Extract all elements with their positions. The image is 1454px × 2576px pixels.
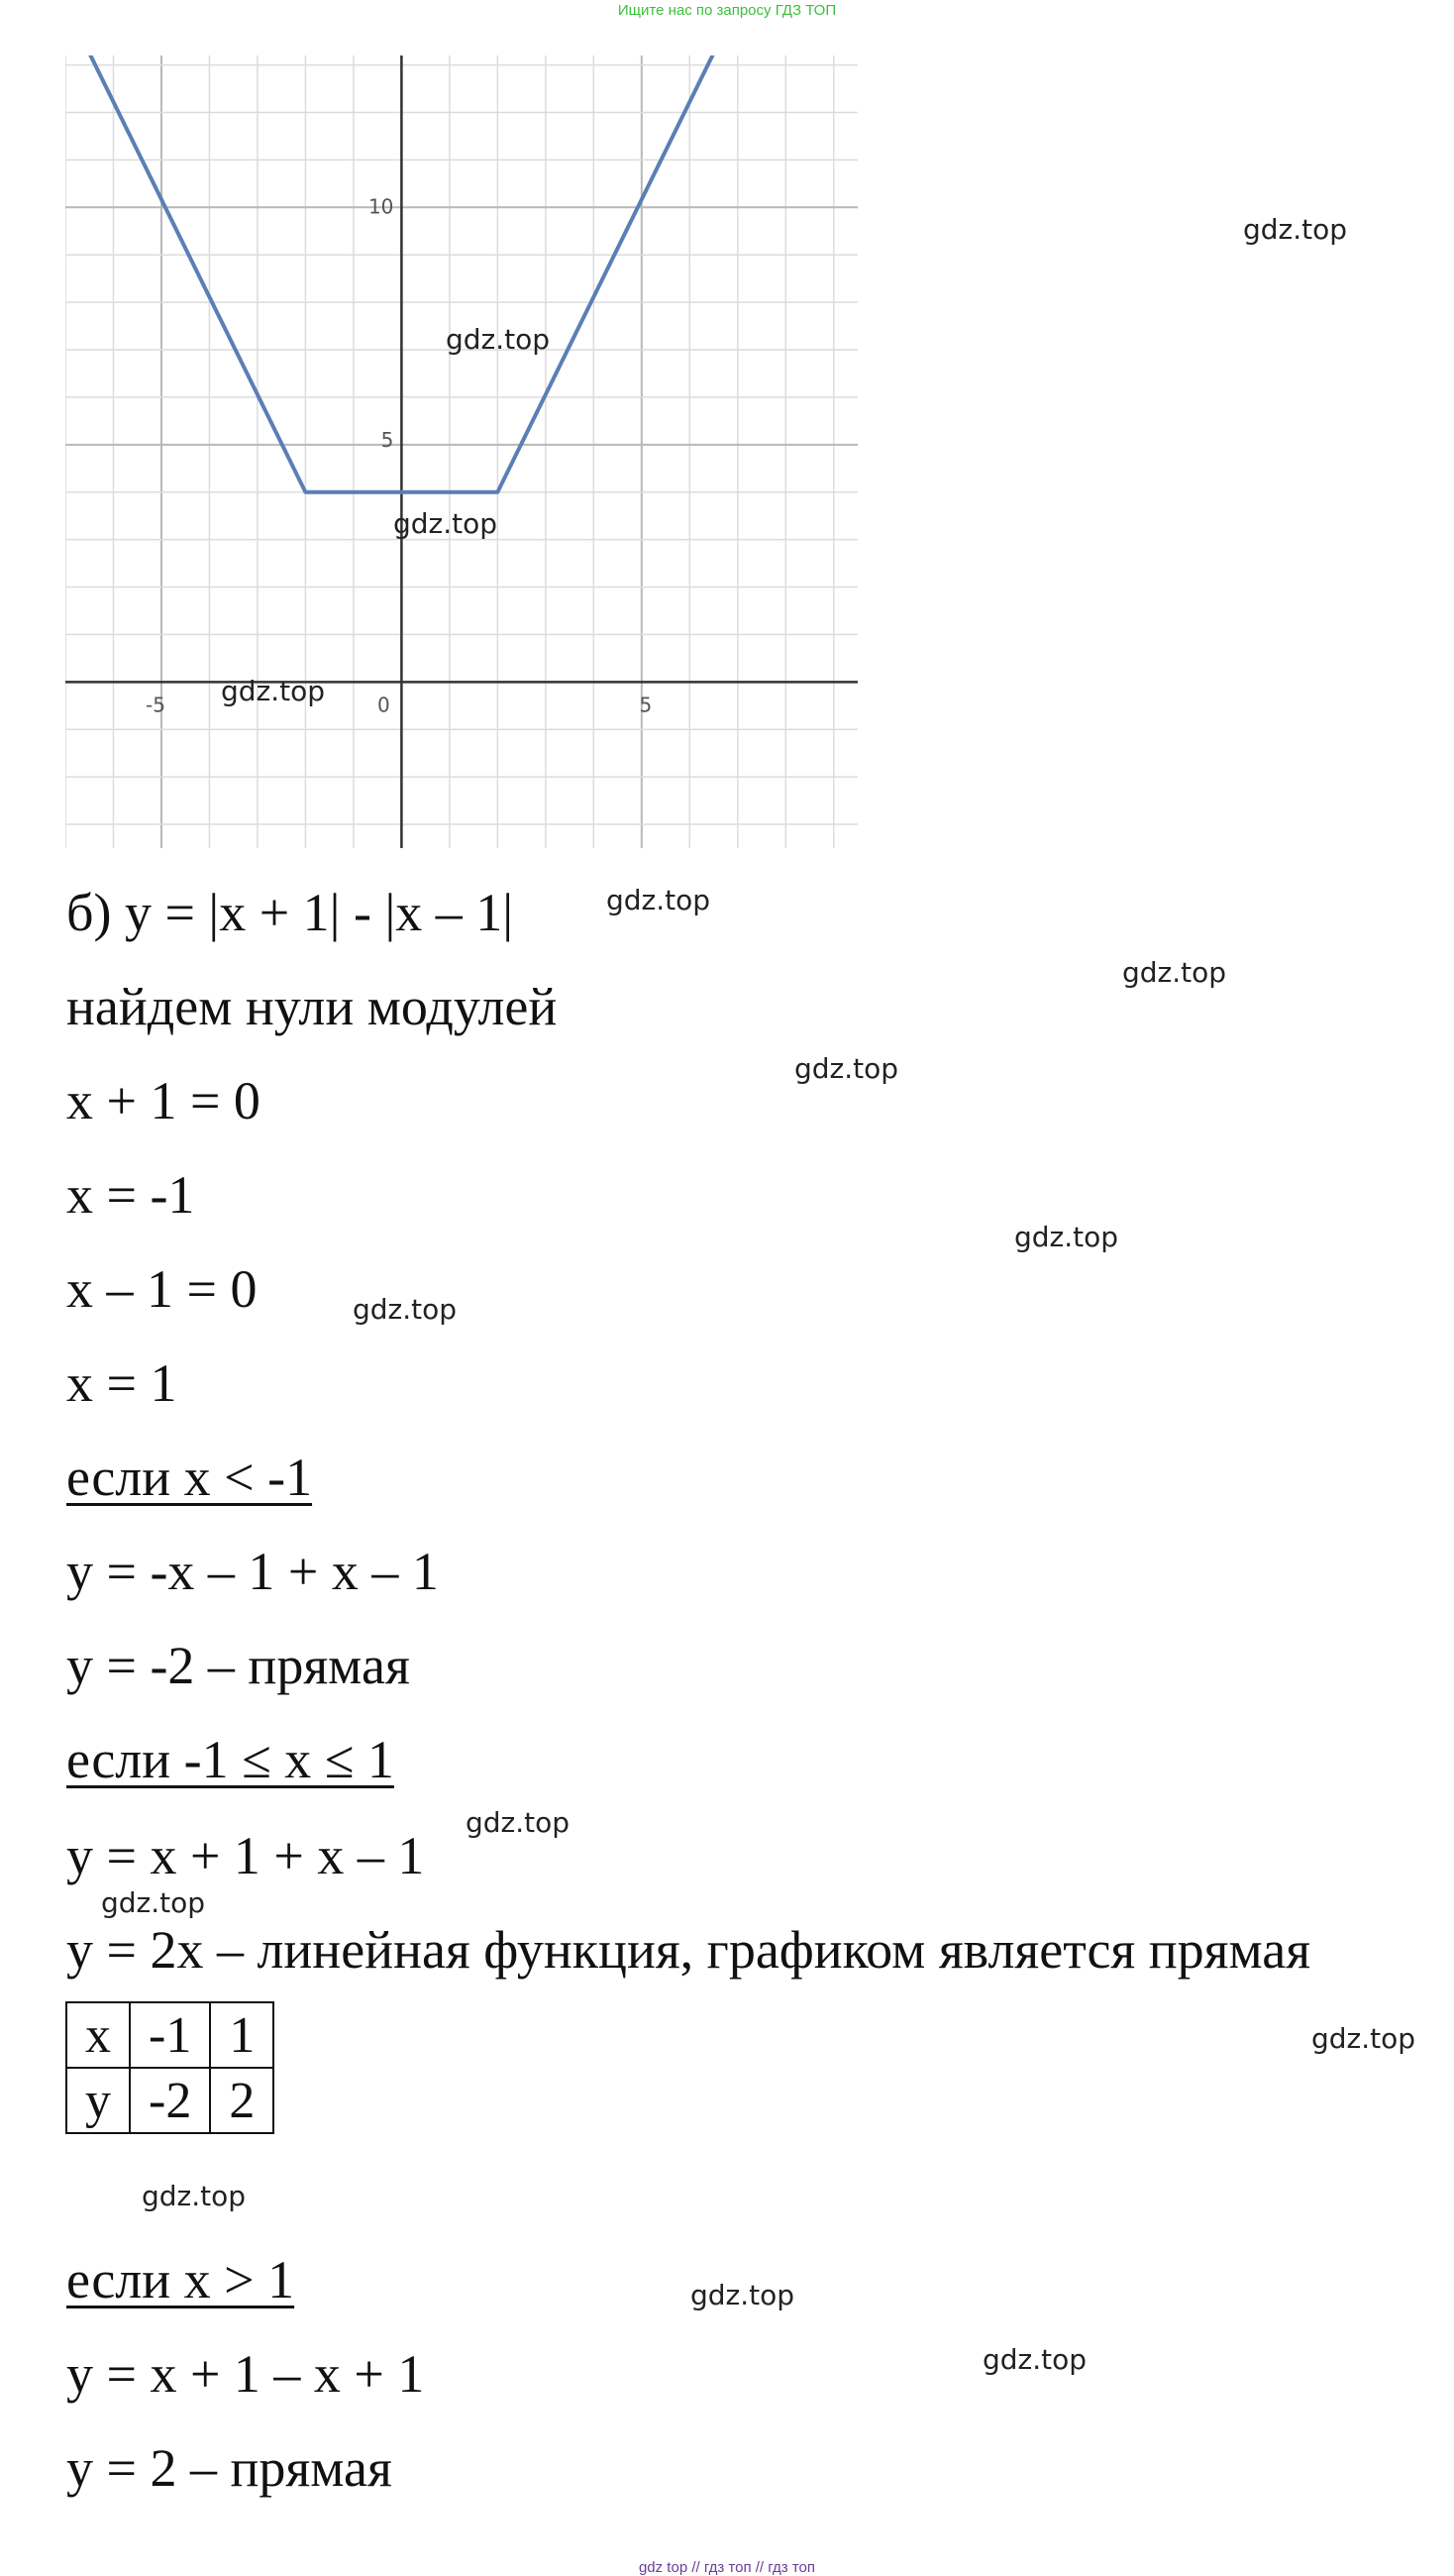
formula: б) y = |x + 1| - |x – 1|	[66, 883, 514, 942]
table-row	[66, 2002, 273, 2068]
table-cell: -2	[130, 2068, 210, 2133]
case-3-result: y = 2 – прямая	[66, 2438, 392, 2498]
watermark: gdz.top	[221, 675, 326, 707]
watermark: gdz.top	[466, 1806, 571, 1839]
watermark: gdz.top	[1311, 2022, 1416, 2055]
value-table	[65, 2001, 274, 2134]
table-cell: 1	[210, 2002, 273, 2068]
equation-2: x – 1 = 0	[66, 1259, 258, 1319]
tick-label: -5	[145, 693, 165, 717]
tick-label: 5	[380, 427, 394, 452]
case-2-result: y = 2x – линейная функция, графиком является прямая	[66, 1920, 1311, 1980]
watermark: gdz.top	[1014, 1221, 1119, 1253]
footer-links[interactable]: gdz top // гдз топ // гдз топ	[638, 2559, 816, 2576]
case-1-expression: y = -x – 1 + x – 1	[66, 1542, 439, 1601]
watermark: gdz.top	[794, 1052, 899, 1085]
tick-label: 5	[639, 693, 653, 717]
watermark: gdz.top	[353, 1293, 458, 1326]
case-3-heading: если x > 1	[66, 2250, 295, 2309]
function-graph	[65, 55, 858, 848]
tick-label: 0	[377, 693, 390, 717]
zeros-heading: найдем нули модулей	[66, 977, 558, 1036]
root-1: x = -1	[66, 1165, 195, 1225]
table-cell: -1	[130, 2002, 210, 2068]
table-cell: 2	[210, 2068, 273, 2133]
equation-1: x + 1 = 0	[66, 1071, 260, 1130]
case-2-expression: y = x + 1 + x – 1	[66, 1826, 425, 1885]
case-1-heading: если x < -1	[66, 1448, 313, 1507]
watermark: gdz.top	[1122, 956, 1227, 989]
watermark: gdz.top	[446, 323, 551, 356]
tick-label: 10	[367, 194, 394, 219]
watermark: gdz.top	[142, 2180, 247, 2212]
case-3-expression: y = x + 1 – x + 1	[66, 2344, 425, 2404]
tick-labels	[146, 194, 652, 716]
table-cell: y	[66, 2068, 130, 2133]
watermark: gdz.top	[101, 1886, 206, 1919]
grid-lines	[65, 55, 858, 848]
root-2: x = 1	[66, 1353, 177, 1413]
watermark: gdz.top	[690, 2279, 795, 2311]
watermark: gdz.top	[1243, 213, 1348, 246]
case-1-result: y = -2 – прямая	[66, 1636, 410, 1695]
watermark: gdz.top	[606, 884, 711, 916]
table-cell: x	[66, 2002, 130, 2068]
watermark: gdz.top	[393, 507, 498, 540]
case-2-heading: если -1 ≤ x ≤ 1	[66, 1730, 394, 1789]
table-row	[66, 2068, 273, 2133]
watermark: gdz.top	[983, 2343, 1088, 2376]
top-banner[interactable]: Ищите нас по запросу ГДЗ ТОП	[617, 2, 837, 19]
